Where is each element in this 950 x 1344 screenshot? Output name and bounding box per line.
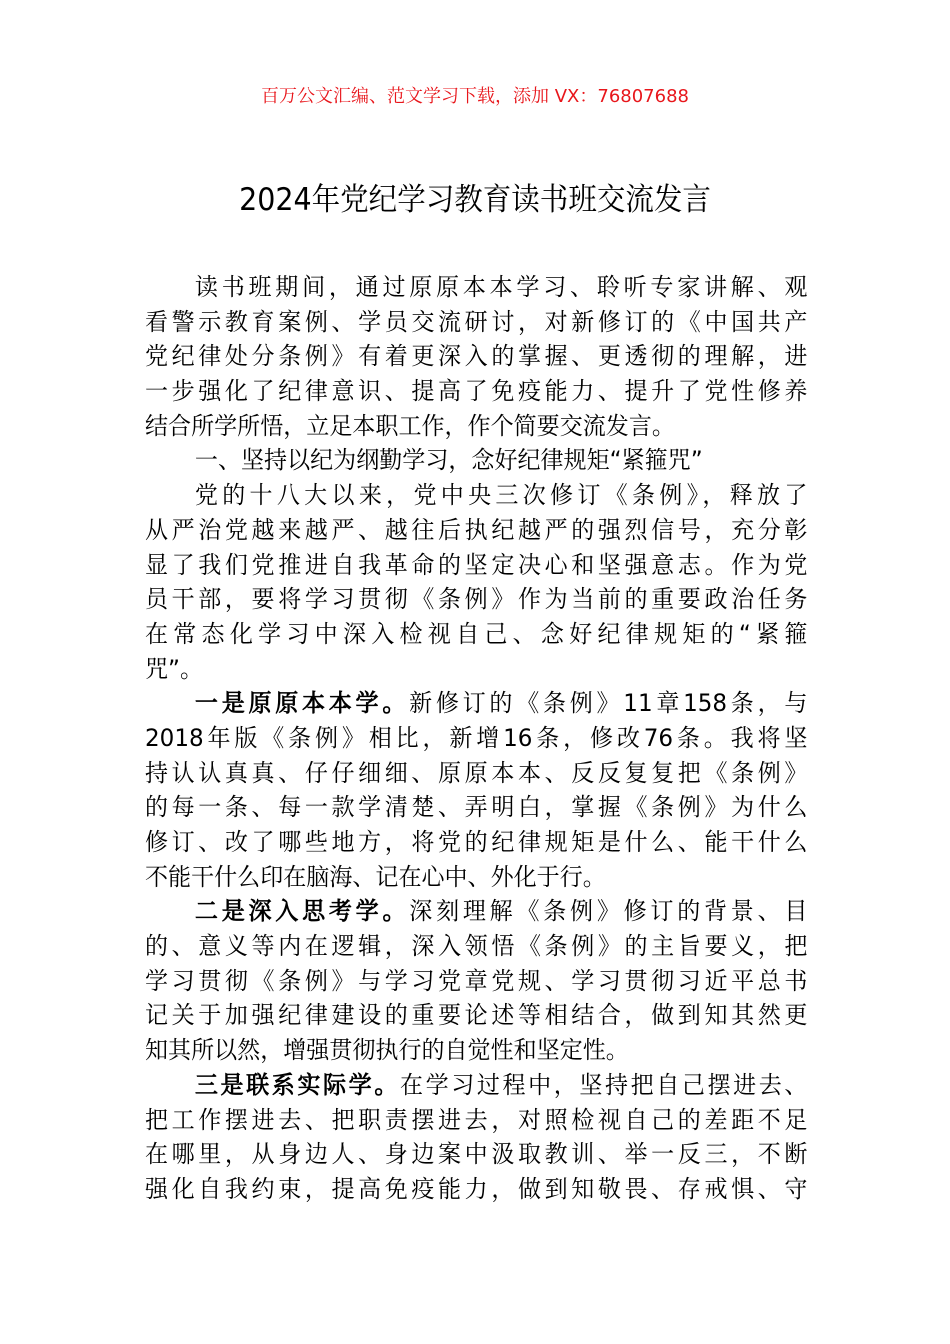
body-line: 学习贯彻《条例》与学习党章党规、学习贯彻习近平总书 bbox=[145, 966, 808, 995]
body-line: 二是深入思考学。深刻理解《条例》修订的背景、目 bbox=[194, 897, 808, 926]
body-line: 在哪里，从身边人、身边案中汲取教训、举一反三，不断 bbox=[145, 1140, 808, 1169]
point-lead: 一是原原本本学。 bbox=[194, 689, 410, 718]
body-line: 党的十八大以来，党中央三次修订《条例》，释放了 bbox=[194, 481, 808, 510]
point-lead: 三是联系实际学。 bbox=[194, 1070, 400, 1099]
section-heading: 一、坚持以纪为纲勤学习，念好纪律规矩“紧箍咒” bbox=[194, 446, 703, 475]
body-line: 一是原原本本学。新修订的《条例》11章158条，与 bbox=[194, 689, 808, 718]
body-line: 记关于加强纪律建设的重要论述等相结合，做到知其然更 bbox=[145, 1001, 808, 1030]
document-title: 2024年党纪学习教育读书班交流发言 bbox=[239, 182, 711, 218]
body-line: 持认认真真、仔仔细细、原原本本、反反复复把《条例》 bbox=[145, 758, 808, 787]
document-body bbox=[145, 270, 807, 1207]
body-line: 从严治党越来越严、越往后执纪越严的强烈信号，充分彰 bbox=[145, 515, 808, 544]
body-line: 修订、改了哪些地方，将党的纪律规矩是什么、能干什么 bbox=[145, 828, 808, 856]
body-line: 知其所以然，增强贯彻执行的自觉性和坚定性。 bbox=[145, 1036, 629, 1065]
body-line: 的、意义等内在逻辑，深入领悟《条例》的主旨要义，把 bbox=[145, 932, 808, 961]
body-line: 读书班期间，通过原原本本学习、聆听专家讲解、观 bbox=[194, 273, 808, 301]
body-line: 党纪律处分条例》有着更深入的掌握、更透彻的理解，进 bbox=[145, 342, 808, 371]
body-line: 的每一条、每一款学清楚、弄明白，掌握《条例》为什么 bbox=[145, 793, 808, 822]
body-line: 强化自我约束，提高免疫能力，做到知敬畏、存戒惧、守 bbox=[145, 1174, 808, 1203]
body-line: 一步强化了纪律意识、提高了免疫能力、提升了党性修养 bbox=[145, 377, 808, 406]
body-line: 把工作摆进去、把职责摆进去，对照检视自己的差距不足 bbox=[145, 1105, 808, 1134]
body-line: 显了我们党推进自我革命的坚定决心和坚强意志。作为党 bbox=[145, 550, 808, 579]
watermark-banner: 百万公文汇编、范文学习下载，添加 VX：76807688 bbox=[261, 86, 689, 107]
body-line: 不能干什么印在脑海、记在心中、外化于行。 bbox=[145, 862, 606, 891]
body-line: 员干部，要将学习贯彻《条例》作为当前的重要政治任务 bbox=[145, 585, 808, 614]
body-line: 在常态化学习中深入检视自己、念好纪律规矩的“紧箍 bbox=[145, 619, 808, 648]
body-line: 结合所学所悟，立足本职工作，作个简要交流发言。 bbox=[145, 411, 675, 440]
body-line: 三是联系实际学。在学习过程中，坚持把自己摆进去、 bbox=[194, 1070, 808, 1099]
body-line: 看警示教育案例、学员交流研讨，对新修订的《中国共产 bbox=[145, 307, 808, 336]
point-lead: 二是深入思考学。 bbox=[194, 897, 410, 926]
body-line: 2018年版《条例》相比，新增16条，修改76条。我将坚 bbox=[145, 723, 808, 752]
body-line: 咒”。 bbox=[145, 654, 204, 683]
